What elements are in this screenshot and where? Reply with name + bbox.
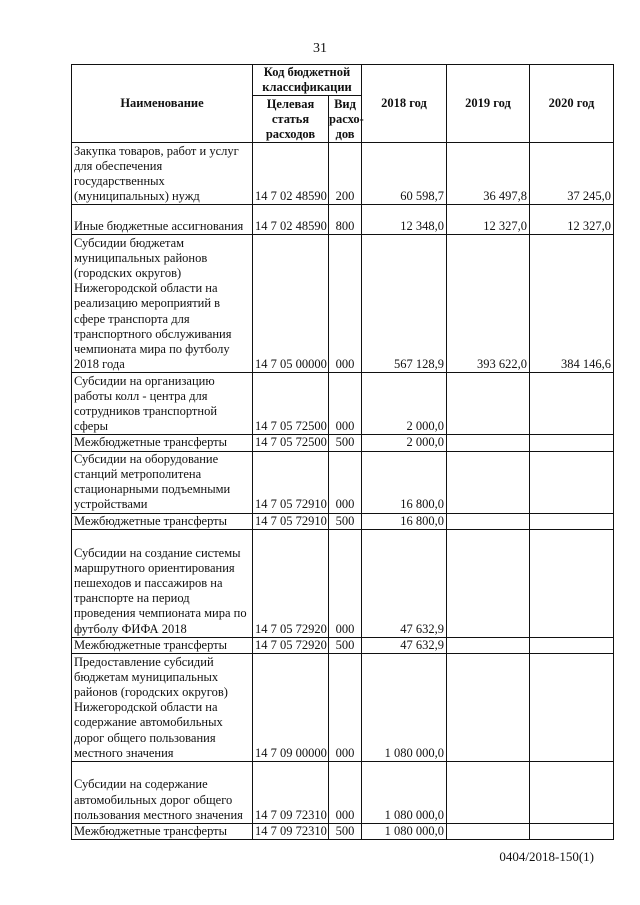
- table-row: [72, 824, 614, 840]
- row-value-2018: 2 000,0: [362, 435, 447, 451]
- row-value-2018: 16 800,0: [362, 513, 447, 529]
- row-value-2020: [530, 762, 614, 824]
- row-value-2019: [447, 824, 530, 840]
- row-value-2018: 16 800,0: [362, 451, 447, 513]
- row-expense-type: 200: [329, 143, 362, 205]
- row-name: Субсидии бюджетам муниципальных районов (городских округов) Нижегородской области на реализацию мероприятий в сфере транспорта для транспортного обслуживания чемпионата мира по футболу 2018 года: [72, 235, 253, 373]
- row-value-2018: 567 128,9: [362, 235, 447, 373]
- row-value-2019: [447, 373, 530, 435]
- row-name: Межбюджетные трансферты: [72, 637, 253, 653]
- header-target-article: Целевая статья расходов: [253, 96, 329, 143]
- header-budget-code: Код бюджетной классификации: [253, 65, 362, 96]
- row-expense-type: 500: [329, 824, 362, 840]
- header-name: Наименование: [72, 65, 253, 143]
- table-row: [72, 143, 614, 205]
- row-expense-type: 500: [329, 435, 362, 451]
- row-name: Иные бюджетные ассигнования: [72, 205, 253, 235]
- row-value-2020: [530, 824, 614, 840]
- row-value-2018: 47 632,9: [362, 529, 447, 637]
- row-value-2019: [447, 513, 530, 529]
- row-name: Субсидии на создание системы маршрутного ориентирования пешеходов и пассажиров на транспорте на период проведения чемпионата мира по футболу ФИФА 2018: [72, 529, 253, 637]
- row-target-article: 14 7 05 72910: [253, 451, 329, 513]
- row-value-2019: [447, 529, 530, 637]
- row-expense-type: 000: [329, 451, 362, 513]
- row-value-2020: [530, 637, 614, 653]
- row-name: Межбюджетные трансферты: [72, 824, 253, 840]
- row-expense-type: 500: [329, 513, 362, 529]
- row-target-article: 14 7 09 72310: [253, 762, 329, 824]
- row-name: Субсидии на организацию работы колл - центра для сотрудников транспортной сферы: [72, 373, 253, 435]
- row-name: Субсидии на оборудование станций метрополитена стационарными подъемными устройствами: [72, 451, 253, 513]
- row-value-2019: [447, 637, 530, 653]
- row-value-2018: 47 632,9: [362, 637, 447, 653]
- row-target-article: 14 7 05 72910: [253, 513, 329, 529]
- row-value-2018: 60 598,7: [362, 143, 447, 205]
- row-target-article: 14 7 09 00000: [253, 654, 329, 762]
- row-value-2020: [530, 435, 614, 451]
- row-value-2018: 1 080 000,0: [362, 762, 447, 824]
- row-expense-type: 800: [329, 205, 362, 235]
- row-value-2019: [447, 654, 530, 762]
- row-value-2020: 12 327,0: [530, 205, 614, 235]
- row-value-2020: [530, 373, 614, 435]
- row-value-2020: [530, 513, 614, 529]
- table-row: [72, 762, 614, 824]
- row-value-2019: [447, 762, 530, 824]
- row-value-2019: 12 327,0: [447, 205, 530, 235]
- row-expense-type: 000: [329, 654, 362, 762]
- row-target-article: 14 7 05 00000: [253, 235, 329, 373]
- row-expense-type: 500: [329, 637, 362, 653]
- table-row: [72, 435, 614, 451]
- row-value-2019: [447, 435, 530, 451]
- table-row: [72, 654, 614, 762]
- row-target-article: 14 7 05 72500: [253, 373, 329, 435]
- header-2020: 2020 год: [530, 65, 614, 143]
- row-name: Предоставление субсидий бюджетам муниципальных районов (городских округов) Нижегородской области на содержание автомобильных дорог общего пользования местного значения: [72, 654, 253, 762]
- table-row: [72, 373, 614, 435]
- row-value-2020: 384 146,6: [530, 235, 614, 373]
- budget-table: [71, 64, 614, 840]
- page-number: 31: [313, 41, 327, 56]
- row-name: Межбюджетные трансферты: [72, 513, 253, 529]
- row-value-2018: 1 080 000,0: [362, 654, 447, 762]
- table-row: [72, 235, 614, 373]
- header-2019: 2019 год: [447, 65, 530, 143]
- row-target-article: 14 7 05 72500: [253, 435, 329, 451]
- row-value-2020: [530, 451, 614, 513]
- row-name: Субсидии на содержание автомобильных дорог общего пользования местного значения: [72, 762, 253, 824]
- table-row: [72, 205, 614, 235]
- row-value-2018: 12 348,0: [362, 205, 447, 235]
- row-name: Закупка товаров, работ и услуг для обеспечения государственных (муниципальных) нужд: [72, 143, 253, 205]
- row-expense-type: 000: [329, 373, 362, 435]
- row-value-2020: [530, 654, 614, 762]
- row-target-article: 14 7 05 72920: [253, 637, 329, 653]
- table-row: [72, 451, 614, 513]
- document-code: 0404/2018-150(1): [499, 849, 594, 864]
- table-row: [72, 637, 614, 653]
- header-expense-type: Вид расхо-дов: [329, 96, 364, 141]
- header-2018: 2018 год: [362, 65, 447, 143]
- row-value-2020: 37 245,0: [530, 143, 614, 205]
- row-target-article: 14 7 02 48590: [253, 143, 329, 205]
- row-value-2018: 2 000,0: [362, 373, 447, 435]
- row-value-2019: 393 622,0: [447, 235, 530, 373]
- table-row: [72, 513, 614, 529]
- row-value-2020: [530, 529, 614, 637]
- table-row: [72, 529, 614, 637]
- row-target-article: 14 7 02 48590: [253, 205, 329, 235]
- row-expense-type: 000: [329, 235, 362, 373]
- row-expense-type: 000: [329, 529, 362, 637]
- row-expense-type: 000: [329, 762, 362, 824]
- row-value-2019: [447, 451, 530, 513]
- row-target-article: 14 7 09 72310: [253, 824, 329, 840]
- row-target-article: 14 7 05 72920: [253, 529, 329, 637]
- row-value-2019: 36 497,8: [447, 143, 530, 205]
- row-value-2018: 1 080 000,0: [362, 824, 447, 840]
- row-name: Межбюджетные трансферты: [72, 435, 253, 451]
